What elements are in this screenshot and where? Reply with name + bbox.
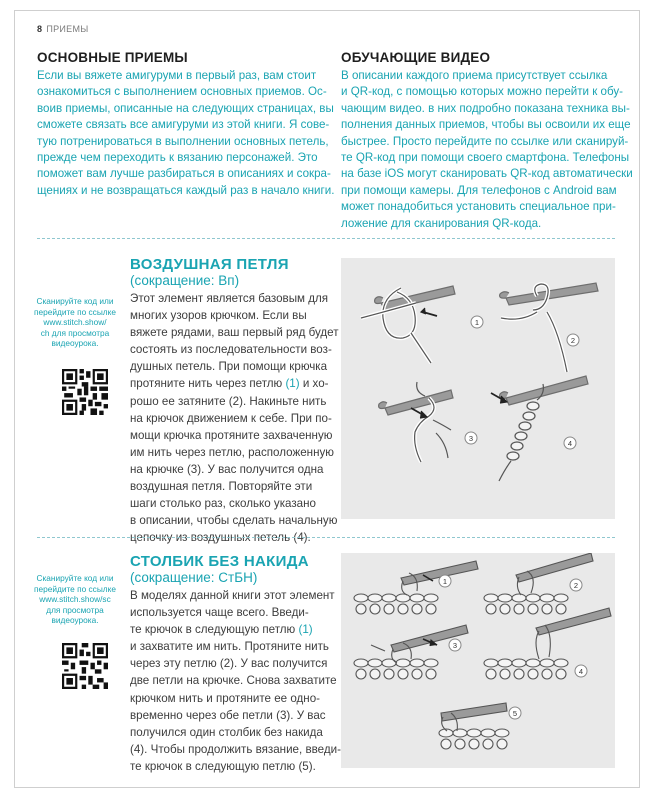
chain-note-line: www.stitch.show/ [43,317,107,327]
text-run: крючком нить и протяните ее одно- [130,691,321,705]
videos-line: чающим видео. в них подробно показана техника вы- [341,101,630,115]
text-run: через эту петлю (2). У вас получится [130,657,328,671]
single-title: СТОЛБИК БЕЗ НАКИДА [130,553,309,570]
chain-body-line [130,393,330,410]
chain-note-line: перейдите по ссылке [34,306,116,317]
text-run: на крючке (3). У вас получится одна [130,462,324,476]
chain-body-line [130,341,330,358]
single-step-1: 1 [442,577,448,586]
single-illustration [341,553,615,768]
chain-illustration [341,258,615,519]
text-run: шаги столько раз, сколько указано [130,497,316,511]
text-run: мощи крючка протяните захваченную [130,428,333,442]
chain-body-line [130,461,330,478]
chain-body-line [130,410,330,427]
section-divider-2 [37,537,615,538]
text-run: душных петель. При помощи крючка [130,360,328,374]
text-run: и хо- [299,377,329,391]
running-header [37,24,89,34]
text-run: протяните нить через петлю [130,377,286,391]
text-run: Этот элемент является базовым для [130,292,329,305]
basics-line: сможете связать все амигуруми из этой книги. Я сове- [37,118,330,132]
step-reference: (1) [285,377,300,391]
single-step-5: 5 [512,709,518,718]
single-body-line [130,604,330,621]
single-note-line: для просмотра [46,604,104,615]
page-number: 8 [37,24,43,34]
chain-step-3: 3 [468,434,474,443]
chain-body-line [130,375,330,392]
text-run: на крючок движением к себе. При по- [130,411,332,425]
single-body-line [130,724,330,741]
text-run: цепочку из воздушных петель (4). [130,531,311,545]
videos-line: и QR-код, с помощью которых можно перейти к обу- [341,85,624,99]
chain-body-line [130,478,330,495]
videos-paragraph [341,68,641,232]
chain-step-2: 2 [570,336,576,345]
text-run: вяжете рядами, ваш первый ряд будет [130,326,339,340]
chain-body-line [130,290,330,307]
section-divider [37,238,615,239]
chain-video-note [26,296,124,349]
text-run: воздушная петля. Повторяйте эти [130,480,313,494]
text-run: те крючок в следующую петлю [130,623,299,637]
single-body-line [130,741,341,758]
basics-line: поможет вам лучше разбираться в описаниях и сокра- [37,167,331,181]
text-run: в описании, чтобы сделать начальную [130,514,338,528]
chain-body-line [130,358,330,375]
single-body-line [130,638,330,655]
text-run: временно через обе петли (3). У вас [130,708,326,722]
videos-title: ОБУЧАЮЩИЕ ВИДЕО [341,50,491,65]
single-body-line [130,690,330,707]
chain-note-line: ch для просмотра [40,327,110,338]
single-description [130,587,341,775]
chain-body-line [130,307,330,324]
single-note-line: перейдите по ссылке [34,583,116,594]
single-note-line: видеоурока. [51,615,99,625]
single-body-line [130,655,330,672]
videos-line: полнения данных приемов, чтобы вы освоили их еще [341,118,631,132]
text-run: им нить через петлю, расположенную [130,445,334,459]
chain-step-1: 1 [474,318,480,327]
chain-qr-code[interactable] [62,369,108,415]
single-qr-code[interactable] [62,643,108,689]
text-run: получился один столбик без накида [130,725,323,739]
text-run: две петли на крючке. Снова захватите [130,674,337,688]
basics-title: ОСНОВНЫЕ ПРИЕМЫ [37,50,188,65]
chain-step-4: 4 [567,439,573,448]
chain-body-line [130,512,338,529]
basics-paragraph [37,68,337,199]
text-run: В моделях данной книги этот элемент [130,589,335,602]
chain-abbreviation: (сокращение: Вп) [130,273,240,288]
text-run: используется чаще всего. Введи- [130,606,309,620]
basics-line: ознакомиться с выполнением основных приемов. Ос- [37,85,327,99]
single-note-line: www.stitch.show/sc [39,594,111,604]
single-video-note [26,573,124,626]
chain-body-line [130,444,334,461]
videos-line: те QR-код при помощи своего смартфона. Телефоны [341,151,630,165]
text-run: многих узоров крючком. Если вы [130,309,307,323]
single-abbreviation: (сокращение: СтБН) [130,570,258,585]
single-body-line [130,672,337,689]
step-reference: (1) [298,623,313,637]
basics-line: тую потренироваться в выполнении основных петель, [37,134,329,148]
basics-line: щениях и не возвращаться каждый раз в начало книги. [37,183,335,197]
single-body-line [130,587,335,604]
basics-line: прежде чем переходить к вязанию персонажей. Это [37,151,318,165]
basics-line: воив приемы, описанные на следующих страницах, вы [37,101,334,115]
chain-body-line [130,495,330,512]
text-run: рошо ее затяните (2). Накиньте нить [130,394,327,408]
text-run: те крючок в следующую петлю (5). [130,759,316,773]
videos-line: может понадобиться установить специальное при- [341,200,616,214]
chain-note-line: видеоурока. [51,338,99,348]
videos-line: ложение для сканирования QR-кода. [341,216,542,230]
single-body-line [130,621,330,638]
videos-line: на базе iOS могут сканировать QR-код автоматически [341,167,633,181]
single-note-line: Сканируйте код или [36,573,114,583]
videos-line: быстрее. Просто перейдите по ссылке или сканируй- [341,134,629,148]
text-run: и захватите им нить. Протяните нить [130,640,329,654]
single-body-line [130,758,330,775]
videos-line: при помощи камеры. Для телефонов с Android вам [341,183,617,197]
text-run: состоять из последовательности воз- [130,343,332,357]
text-run: (4). Чтобы продолжить вязание, введи- [130,742,341,756]
chain-body-line [130,427,333,444]
chain-body-line [130,324,339,341]
videos-line: В описании каждого приема присутствует ссылка [341,69,608,82]
section-name: ПРИЕМЫ [46,24,89,34]
single-step-3: 3 [452,641,458,650]
basics-line: Если вы вяжете амигуруми в первый раз, вам стоит [37,69,317,82]
single-step-2: 2 [573,581,579,590]
chain-description [130,290,339,546]
single-step-4: 4 [578,667,584,676]
single-body-line [130,707,330,724]
chain-title: ВОЗДУШНАЯ ПЕТЛЯ [130,256,289,273]
chain-note-line: Сканируйте код или [36,296,114,306]
